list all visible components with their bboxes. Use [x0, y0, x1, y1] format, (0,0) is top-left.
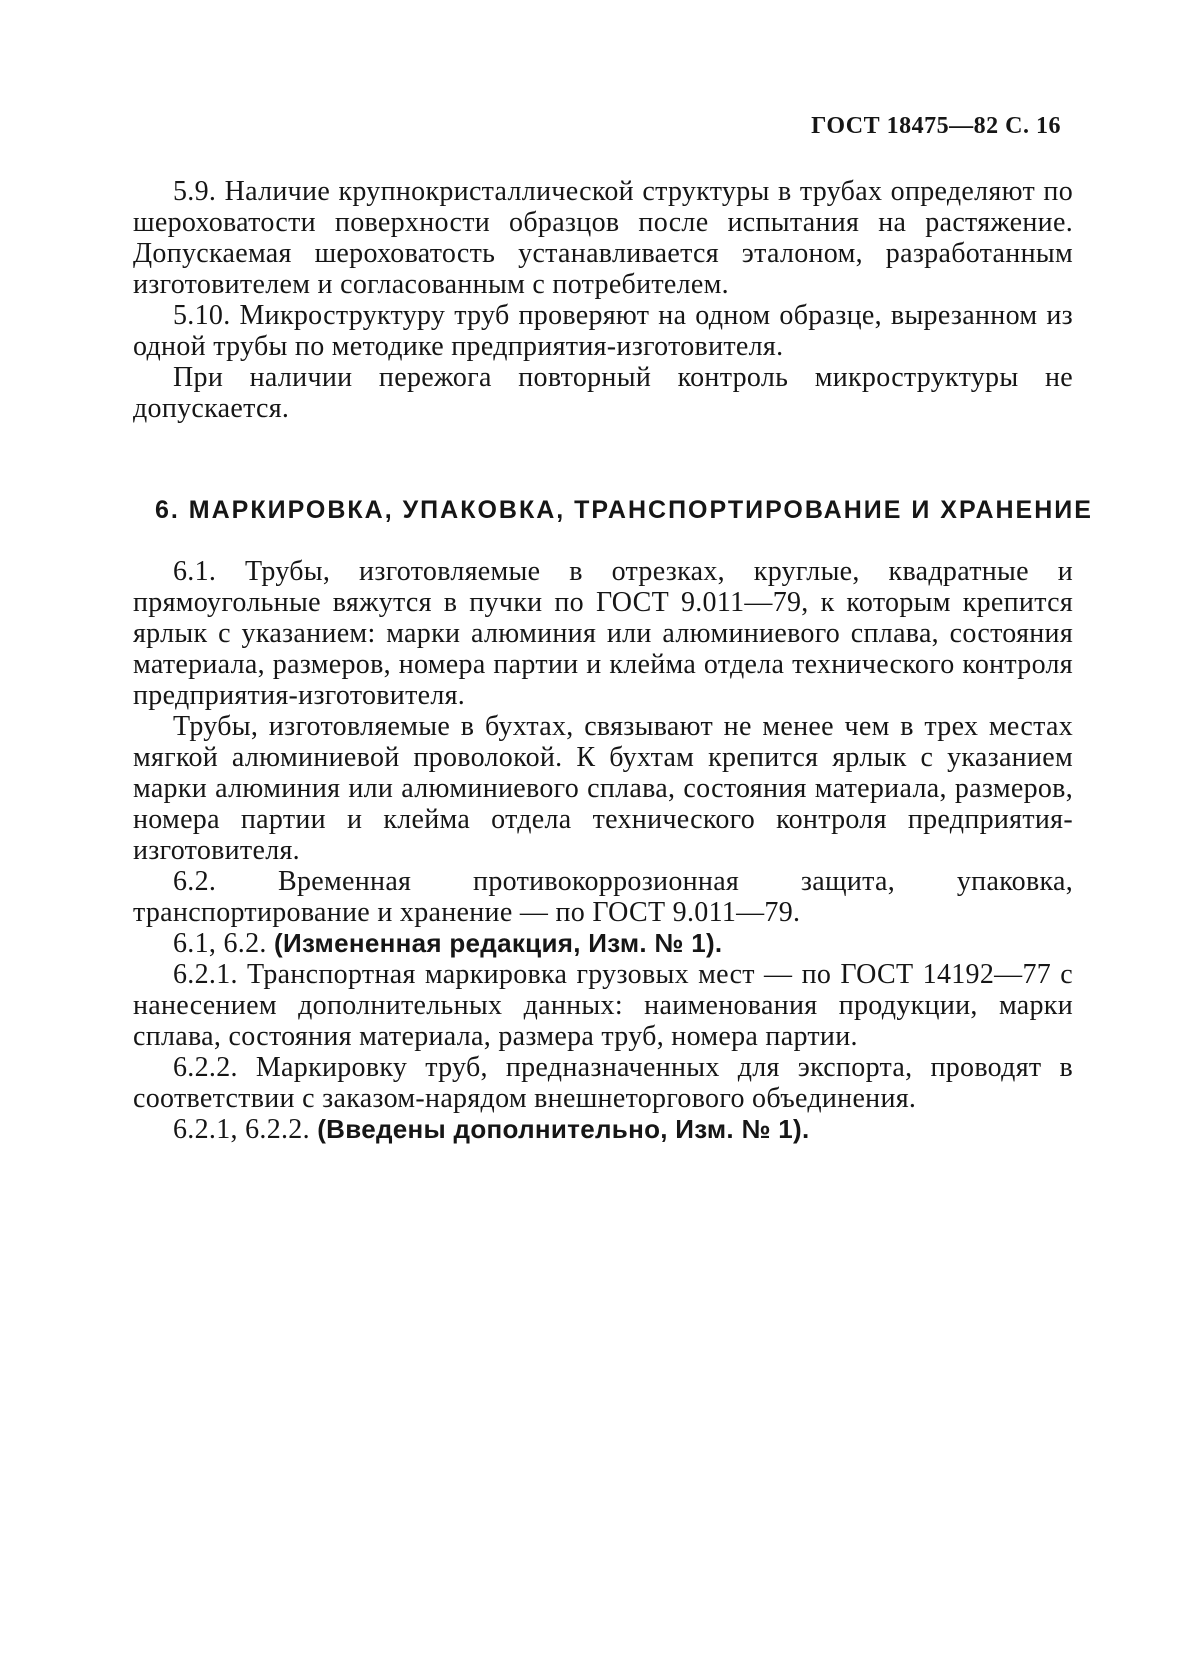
page-header — [811, 113, 1061, 140]
paragraph-6-2-1: 6.2.1. Транспортная маркировка грузовых мест — по ГОСТ 14192—77 с нанесением дополнительных данных: наименования продукции, марки сплава, состояния материала, размера труб, номера партии. — [133, 959, 1073, 1052]
section-6-heading: 6. МАРКИРОВКА, УПАКОВКА, ТРАНСПОРТИРОВАНИЕ И ХРАНЕНИЕ — [155, 496, 1093, 524]
page-number: С. 16 — [1005, 113, 1061, 139]
amendment-note-2-text: (Введены дополнительно, Изм. № 1). — [317, 1114, 810, 1144]
paragraph-5-10: 5.10. Микроструктуру труб проверяют на одном образце, вырезанном из одной трубы по методике предприятия-изготовителя. — [133, 300, 1073, 362]
amendment-note-1-text: (Измененная редакция, Изм. № 1). — [274, 928, 723, 958]
paragraph-6-2-2: 6.2.2. Маркировку труб, предназначенных для экспорта, проводят в соответствии с заказом-нарядом внешнеторгового объединения. — [133, 1052, 1073, 1114]
section-5-text — [133, 176, 1073, 424]
amendment-note-2 — [133, 1114, 1073, 1145]
paragraph-5-10-note: При наличии пережога повторный контроль микроструктуры не допускается. — [133, 362, 1073, 424]
section-6-text — [133, 556, 1073, 1145]
amendment-note-1-ref: 6.1, 6.2. — [173, 928, 267, 959]
paragraph-6-1: 6.1. Трубы, изготовляемые в отрезках, круглые, квадратные и прямоугольные вяжутся в пучки по ГОСТ 9.011—79, к которым крепится ярлык с указанием: марки алюминия или алюминиевого сплава, состояния материала, размеров, номера партии и клейма отдела технического контроля предприятия-изготовителя. — [133, 556, 1073, 711]
paragraph-6-1-coils: Трубы, изготовляемые в бухтах, связывают не менее чем в трех местах мягкой алюминиевой проволокой. К бухтам крепится ярлык с указанием марки алюминия или алюминиевого сплава, состояния материала, размеров, номера партии и клейма отдела технического контроля предприятия-изготовителя. — [133, 711, 1073, 866]
paragraph-6-2: 6.2. Временная противокоррозионная защита, упаковка, транспортирование и хранение — по ГОСТ 9.011—79. — [133, 866, 1073, 928]
paragraph-5-9: 5.9. Наличие крупнокристаллической структуры в трубах определяют по шероховатости поверхности образцов после испытания на растяжение. Допускаемая шероховатость устанавливается эталоном, разработанным изготовителем и согласованным с потребителем. — [133, 176, 1073, 300]
amendment-note-1 — [133, 928, 1073, 959]
amendment-note-2-ref: 6.2.1, 6.2.2. — [173, 1114, 310, 1145]
doc-number: ГОСТ 18475—82 — [811, 113, 999, 139]
